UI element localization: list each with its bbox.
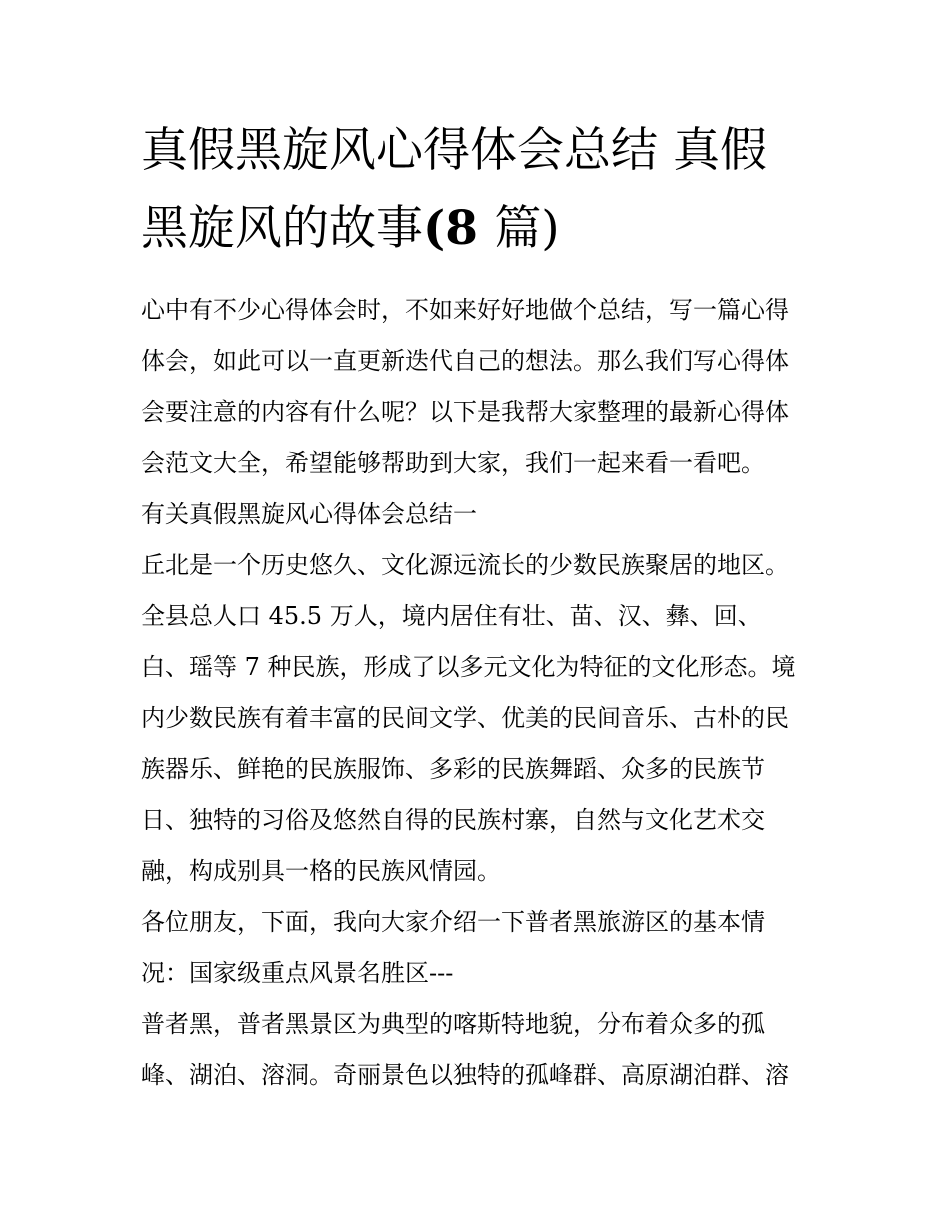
text-line: 体会，如此可以一直更新迭代自己的想法。那么我们写心得体 [141, 347, 789, 375]
title-line-2-suffix: 篇) [494, 201, 560, 256]
text-line: 普者黑，普者黑景区为典型的喀斯特地貌，分布着众多的孤 [141, 1010, 765, 1038]
text-line: 族器乐、鲜艳的民族服饰、多彩的民族舞蹈、众多的民族节 [141, 755, 765, 783]
text-line: 丘北是一个历史悠久、文化源远流长的少数民族聚居的地区。 [141, 551, 789, 579]
text-line: 白、瑶等 7 种民族，形成了以多元文化为特征的文化形态。境 [141, 653, 796, 681]
section-heading: 有关真假黑旋风心得体会总结一 [141, 500, 477, 528]
text-line: 心中有不少心得体会时，不如来好好地做个总结，写一篇心得 [141, 296, 789, 324]
text-line: 全县总人口 45.5 万人，境内居住有壮、苗、汉、彝、回、 [141, 602, 762, 630]
document-body [141, 285, 821, 1101]
title-line-2-prefix: 黑旋风的故事 [141, 201, 423, 256]
title-line-1: 真假黑旋风心得体会总结 真假 [141, 123, 767, 178]
text-line: 各位朋友，下面，我向大家介绍一下普者黑旅游区的基本情 [141, 908, 765, 936]
text-line: 内少数民族有着丰富的民间文学、优美的民间音乐、古朴的民 [141, 704, 789, 732]
text-line: 融，构成别具一格的民族风情园。 [141, 857, 501, 885]
text-line: 日、独特的习俗及悠然自得的民族村寨，自然与文化艺术交 [141, 806, 765, 834]
document-title [141, 112, 821, 268]
text-line: 会范文大全，希望能够帮助到大家，我们一起来看一看吧。 [141, 449, 765, 477]
title-line-2-count: (8 [423, 201, 495, 256]
text-line: 况：国家级重点风景名胜区--- [141, 959, 454, 987]
text-line: 峰、湖泊、溶洞。奇丽景色以独特的孤峰群、高原湖泊群、溶 [141, 1061, 789, 1089]
text-line: 会要注意的内容有什么呢？以下是我帮大家整理的最新心得体 [141, 398, 789, 426]
document-page [141, 112, 821, 1101]
